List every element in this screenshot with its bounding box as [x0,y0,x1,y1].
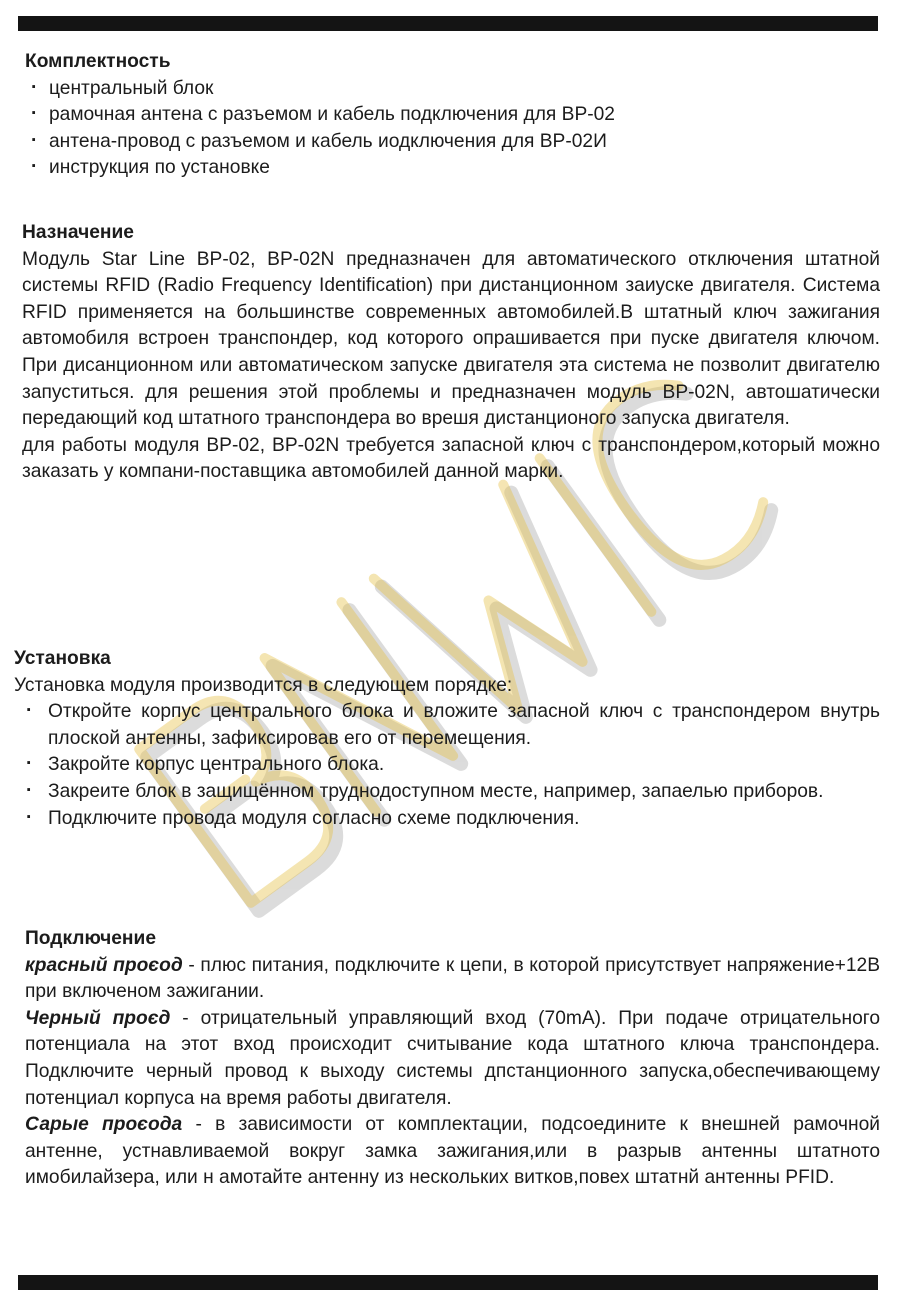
list-item: · Откройте корпус центрального блока и вложите запасной ключ с транспондером внутрь плоской антенны, зафиксировав его от перемещения. [14,699,880,752]
list-item: · Закреите блок в защищённом труднодоступном месте, например, запаелью приборов. [14,779,880,806]
list-item: · Подключите провода модуля согласно схеме подключения. [14,806,880,833]
wire-description: - в зависимости от комплектации, подсоедините к внешней рамочной антенне, устнавливаемой вокруг замка зажигания,или в разрыв антенны штатното имобилайзера, или н амотайте антенну из нескольких витков,повех штатнй антенны PFID. [25,1114,880,1189]
connect-section [25,926,880,1192]
purpose-paragraph: Модуль Star Line BP-02, BP-02N предназначен для автоматического отключения штатной системы RFID (Radio Frequency Identification) при дистанционном заиуске двигателя. Система RFID применяется на большинстве современных автомобилей.В штатный ключ зажигания автомобиля встроен транспондер, код которого опрашивается при пуске двигателя ключом. При дисанционном или автоматическом запуске двигателя эта система не позволит двигателю запуститься. для решения этой проблемы и предназначен модуль BP-02N, автошатически передающий код штатного транспондера во врешя дистанционого запуска двигателя. [22,248,880,430]
wire-term: Черный проєд [25,1007,171,1029]
install-title: Установка [14,648,111,669]
wire-term: Сарые проєода [25,1114,183,1136]
purpose-section [22,220,880,486]
install-intro: Установка модуля производится в следующем порядке: [14,674,513,696]
kit-list [25,76,885,182]
list-item: · инструкция по установке [25,155,885,182]
wire-red [25,953,880,1006]
wire-black [25,1006,880,1112]
bottom-border-bar [18,1275,878,1290]
wire-term: красный проєод [25,954,183,976]
purpose-title: Назначение [22,222,134,243]
kit-title: Комплектность [25,51,171,72]
kit-section [25,49,885,182]
list-item: · рамочная антена с разъемом и кабель подключения для BP-02 [25,102,885,129]
list-item: · центральный блок [25,76,885,103]
wire-description: - отрицательный управляющий вход (70mA). При подаче отрицательного потенциала на этот вход происходит считывание кода штатного ключа транспондера. Подключите черный провод к выходу системы дпстанционного запуска,обеспечивающему потенциал корпуса на время работы двигателя. [25,1007,880,1109]
install-section [14,646,880,832]
list-item: · антена-провод с разъемом и кабель иодключения для BP-02И [25,129,885,156]
top-border-bar [18,16,878,31]
wire-gray [25,1112,880,1192]
wire-description: - плюс питания, подключите к цепи, в которой присутствует напряжение+12В при включеном зажигании. [25,954,880,1003]
connect-title: Подключение [25,928,156,949]
purpose-paragraph: для работы модуля BP-02, BP-02N требуется запасной ключ с транспондером,который можно заказать у компани-поставщика автомобилей данной марки. [22,434,880,483]
install-steps [14,699,880,832]
list-item: · Закройте корпус центрального блока. [14,752,880,779]
